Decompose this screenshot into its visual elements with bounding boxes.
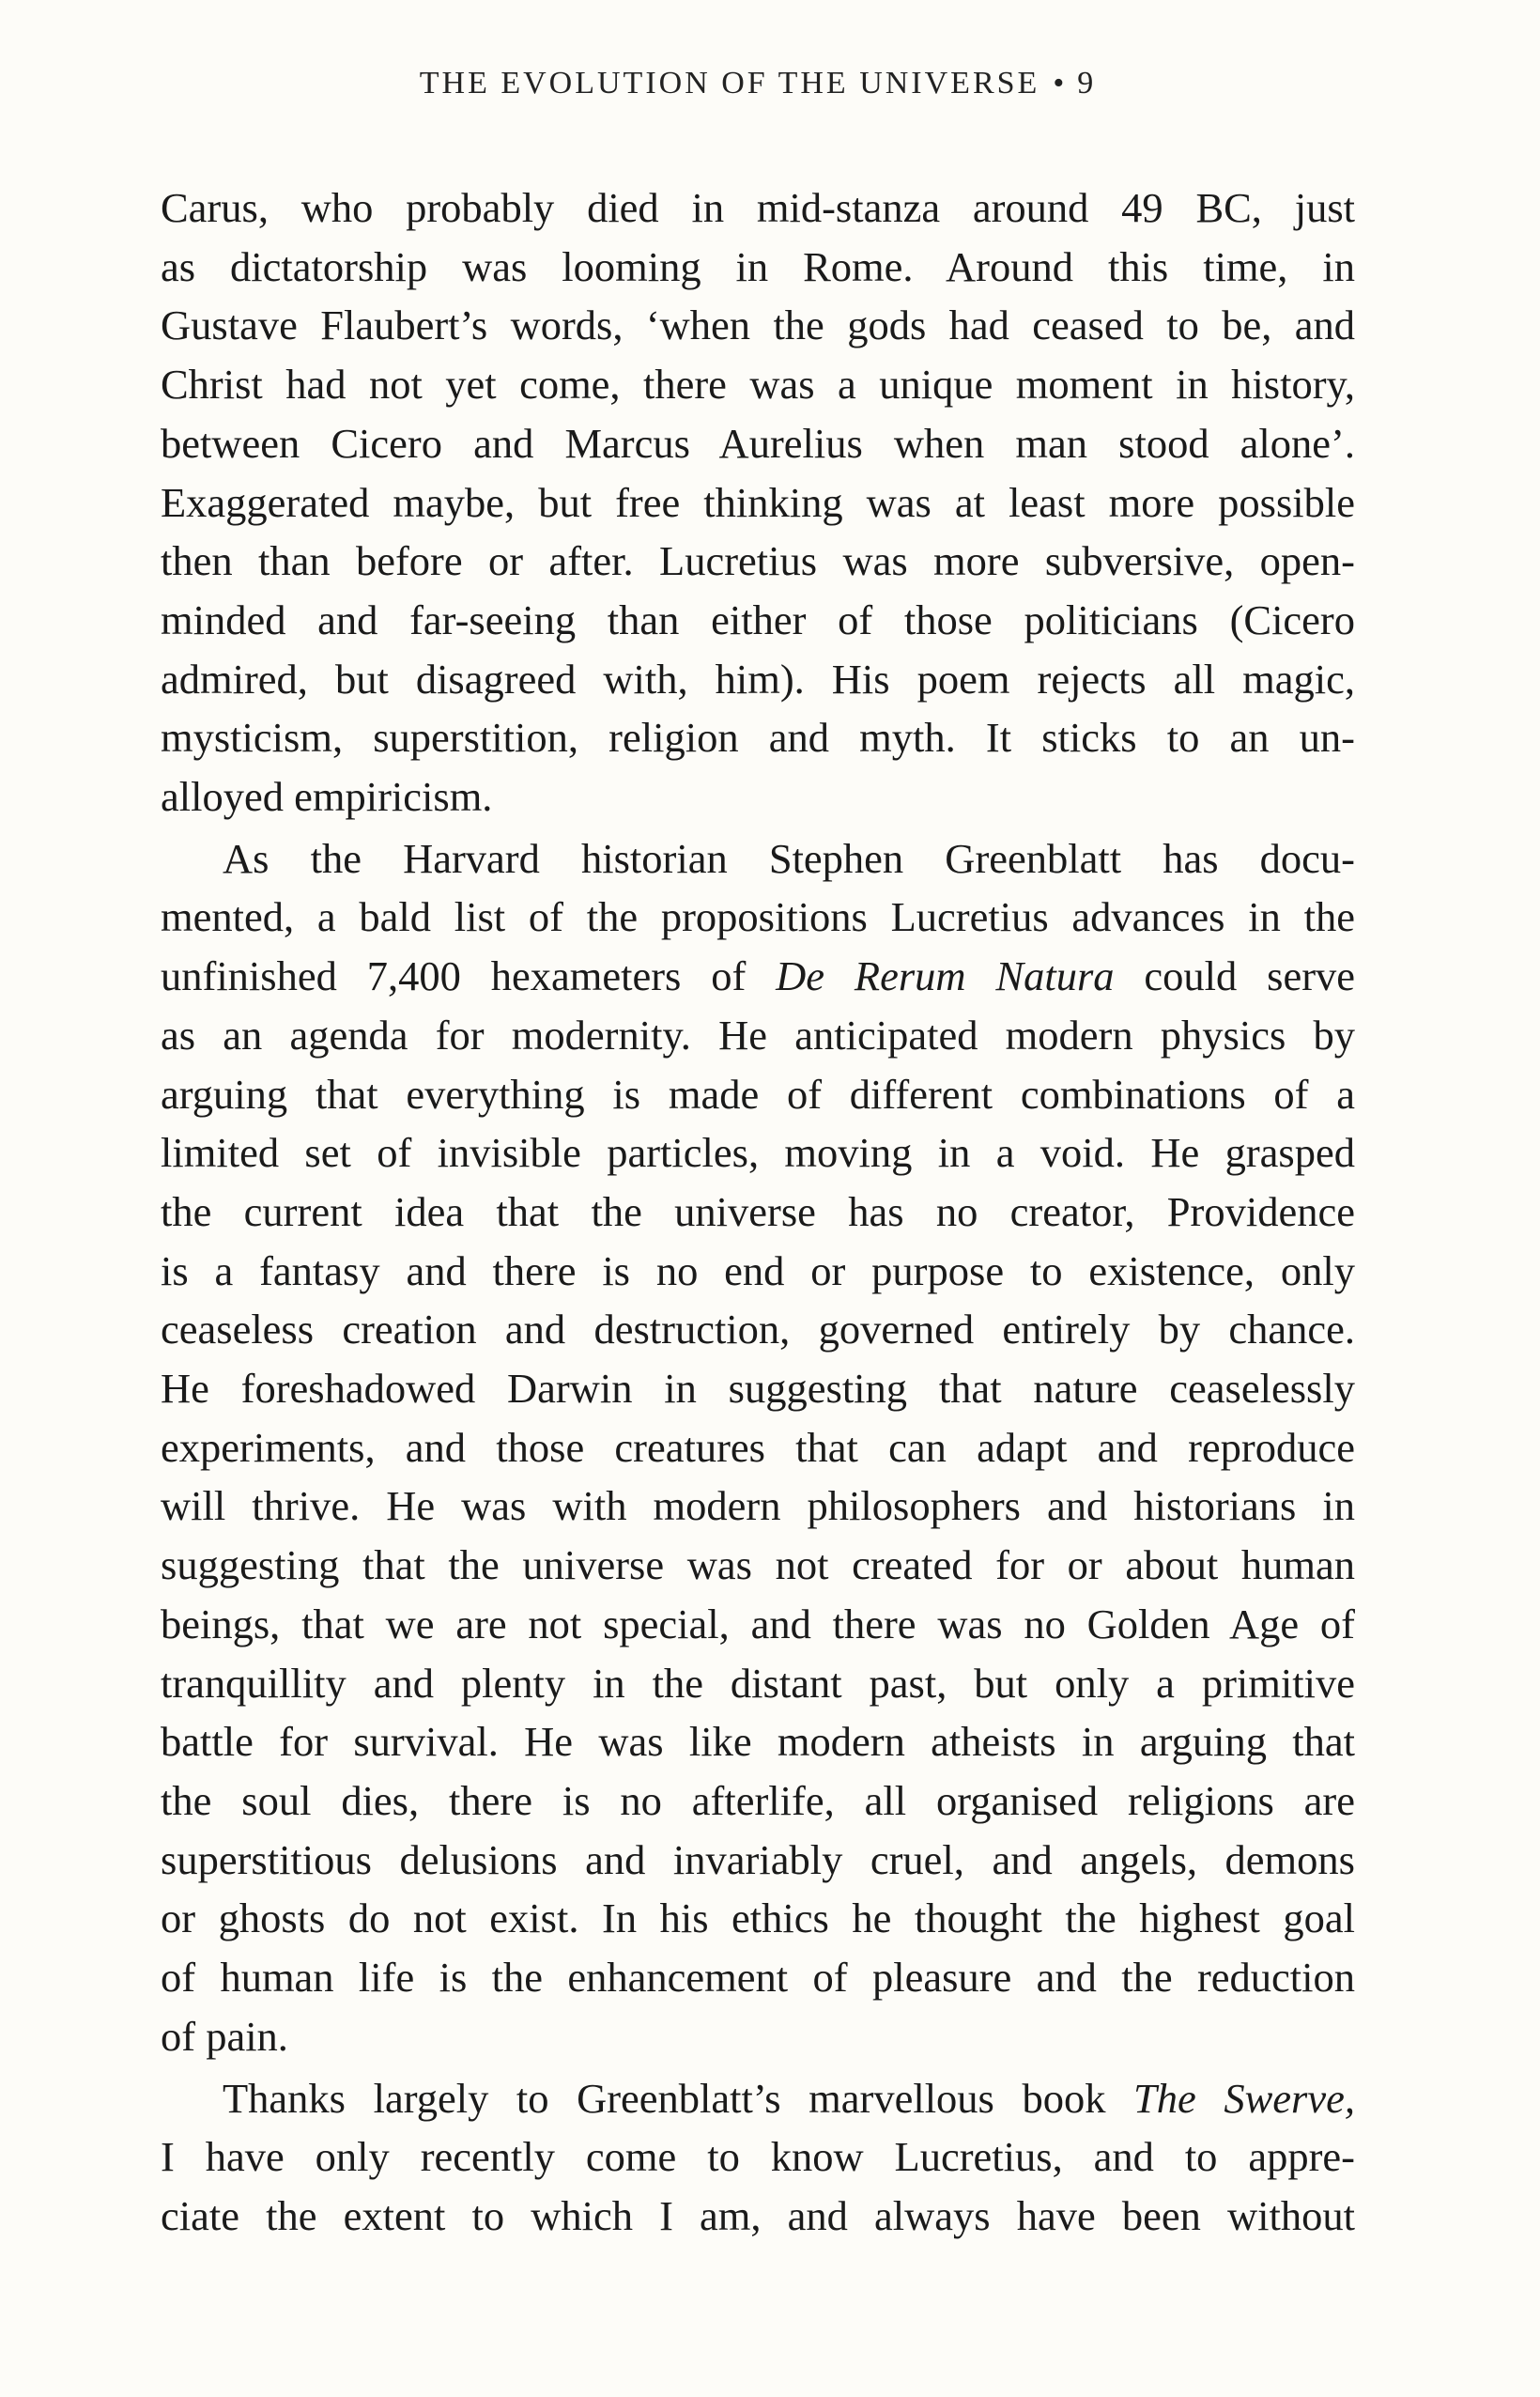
text-line: tranquillity and plenty in the distant past, but only a primitive	[161, 1659, 1355, 1707]
text-line: He foreshadowed Darwin in suggesting that nature ceaselessly	[161, 1365, 1355, 1413]
paragraph-3	[161, 2069, 1355, 2246]
text-line: or ghosts do not exist. In his ethics he thought the highest goal	[161, 1894, 1355, 1942]
text-line: will thrive. He was with modern philosophers and historians in	[161, 1482, 1355, 1530]
text-line: alloyed empiricism.	[161, 773, 493, 821]
text-line: of human life is the enhancement of pleasure and the reduction	[161, 1954, 1355, 2002]
text-segment: could serve	[1144, 952, 1356, 1000]
text-line: between Cicero and Marcus Aurelius when man stood alone’.	[161, 419, 1355, 467]
text-line: Exaggerated maybe, but free thinking was at least more possible	[161, 478, 1355, 526]
text-line: limited set of invisible particles, moving in a void. He grasped	[161, 1129, 1355, 1177]
text-line	[161, 2069, 1355, 2128]
text-line: the current idea that the universe has no creator, Providence	[161, 1187, 1355, 1235]
running-header-separator: •	[1053, 66, 1065, 101]
text-line: Carus, who probably died in mid-stanza around 49 BC, just	[161, 184, 1355, 231]
text-segment: Thanks largely to Greenblatt’s marvellous book	[223, 2074, 1106, 2122]
page-number: 9	[1077, 66, 1097, 101]
text-line: ciate the extent to which I am, and always have been without	[161, 2191, 1355, 2239]
text-line: the soul dies, there is no afterlife, all organised religions are	[161, 1776, 1355, 1824]
text-line: admired, but disagreed with, him). His poem rejects all magic,	[161, 655, 1355, 703]
text-line: battle for survival. He was like modern atheists in arguing that	[161, 1718, 1355, 1766]
text-line: arguing that everything is made of different combinations of a	[161, 1070, 1355, 1118]
text-line: suggesting that the universe was not created for or about human	[161, 1541, 1355, 1589]
text-line: then than before or after. Lucretius was more subversive, open-	[161, 537, 1355, 585]
text-line: I have only recently come to know Lucretius, and to appre-	[161, 2133, 1355, 2181]
text-line: as an agenda for modernity. He anticipated modern physics by	[161, 1011, 1355, 1059]
book-title-de-rerum-natura: De Rerum Natura	[776, 952, 1115, 1000]
running-header-title: THE EVOLUTION OF THE UNIVERSE	[419, 66, 1040, 101]
text-line: As the Harvard historian Stephen Greenblatt has docu-	[223, 834, 1355, 882]
text-line: of pain.	[161, 2012, 288, 2060]
text-segment: unfinished 7,400 hexameters of	[161, 952, 747, 1000]
text-line: superstitious delusions and invariably cruel, and angels, demons	[161, 1835, 1355, 1883]
text-line: ceaseless creation and destruction, governed entirely by chance.	[161, 1306, 1355, 1353]
body-text	[161, 178, 1355, 2246]
text-line: experiments, and those creatures that can adapt and reproduce	[161, 1423, 1355, 1471]
text-line	[161, 947, 1355, 1006]
text-line: as dictatorship was looming in Rome. Around this time, in	[161, 242, 1355, 290]
text-line: mented, a bald list of the propositions Lucretius advances in the	[161, 893, 1355, 941]
text-line: mysticism, superstition, religion and myth. It sticks to an un-	[161, 714, 1355, 762]
text-line: beings, that we are not special, and there was no Golden Age of	[161, 1600, 1355, 1647]
paragraph-2	[161, 829, 1355, 2066]
book-page	[161, 0, 1355, 2397]
paragraph-1	[161, 178, 1355, 827]
text-line: minded and far-seeing than either of those politicians (Cicero	[161, 595, 1355, 643]
text-line: Christ had not yet come, there was a unique moment in history,	[161, 361, 1355, 409]
text-line: is a fantasy and there is no end or purpose to existence, only	[161, 1246, 1355, 1294]
running-header	[161, 66, 1355, 101]
book-title-the-swerve: The Swerve,	[1133, 2074, 1355, 2122]
text-line: Gustave Flaubert’s words, ‘when the gods had ceased to be, and	[161, 302, 1355, 349]
